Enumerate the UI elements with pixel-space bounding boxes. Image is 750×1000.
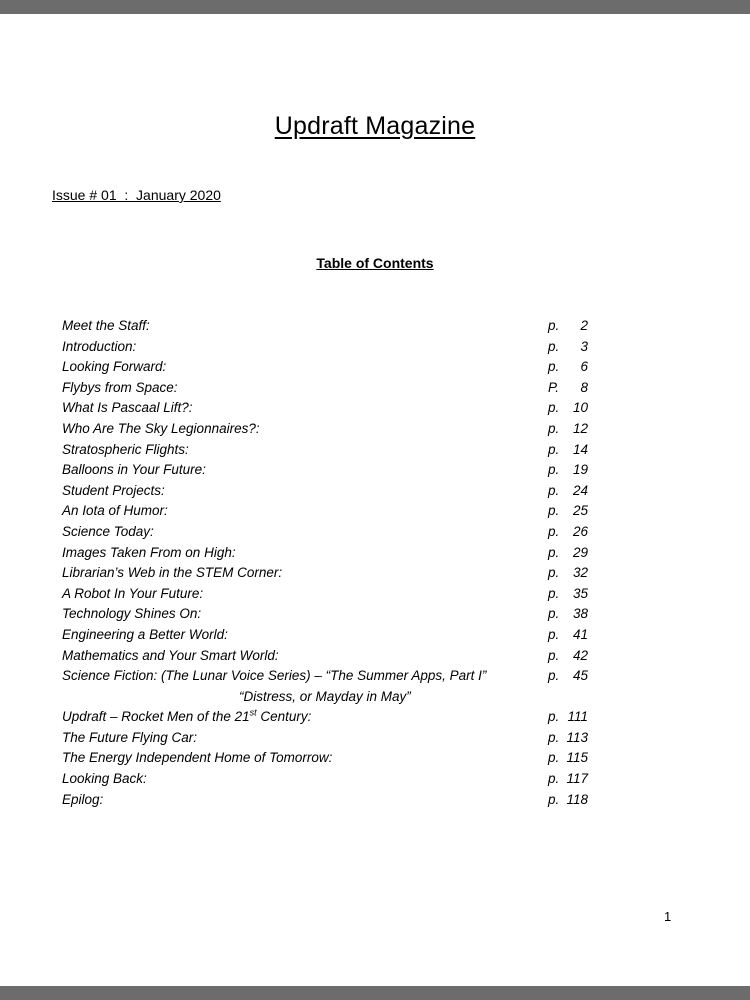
toc-entry-title: Who Are The Sky Legionnaires?: bbox=[62, 420, 260, 436]
toc-entry-page-number: 8 bbox=[580, 379, 588, 395]
toc-entry-title: Flybys from Space: bbox=[62, 379, 178, 395]
toc-row bbox=[62, 378, 602, 399]
toc-entry-page-number: 26 bbox=[572, 523, 588, 539]
toc-entry-title: Looking Back: bbox=[62, 771, 147, 787]
toc-row bbox=[62, 398, 602, 419]
toc-entry-page-number: 19 bbox=[572, 462, 588, 478]
toc-entry-page-prefix: p. bbox=[548, 482, 560, 498]
toc-entry-page-prefix: p. bbox=[548, 771, 560, 787]
toc-row bbox=[62, 748, 602, 769]
page-number: 1 bbox=[664, 909, 672, 924]
toc-entry-page-prefix: p. bbox=[548, 544, 560, 560]
toc-entry-page-number: 117 bbox=[566, 771, 588, 787]
issue-line: Issue # 01 : January 2020 bbox=[52, 187, 221, 203]
toc-entry-page-prefix: p. bbox=[548, 400, 560, 416]
toc-entry-page-prefix: p. bbox=[548, 462, 560, 478]
toc-entry-page-number: 41 bbox=[572, 626, 588, 642]
toc-entry-title: What Is Pascaal Lift?: bbox=[62, 400, 193, 416]
toc-entry-page-prefix: p. bbox=[548, 791, 560, 807]
toc-row bbox=[62, 790, 602, 811]
toc-entry-title: A Robot In Your Future: bbox=[62, 585, 204, 601]
toc-entry-title: Student Projects: bbox=[62, 482, 165, 498]
toc-entry-page-number: 45 bbox=[572, 668, 588, 684]
toc-entry-title: Balloons in Your Future: bbox=[62, 462, 206, 478]
toc-entry-page-number: 12 bbox=[572, 420, 588, 436]
toc-entry-page-prefix: p. bbox=[548, 523, 560, 539]
toc-entry-page-number: 38 bbox=[572, 606, 588, 622]
toc-entry-title: Mathematics and Your Smart World: bbox=[62, 647, 279, 663]
toc-row bbox=[62, 522, 602, 543]
toc-entry-page-prefix: P. bbox=[548, 379, 560, 395]
toc-row bbox=[62, 625, 602, 646]
toc-row bbox=[62, 460, 602, 481]
toc-row bbox=[62, 337, 602, 358]
toc-entry-title: Science Today: bbox=[62, 523, 154, 539]
toc-group-main bbox=[62, 316, 602, 687]
toc-row bbox=[62, 769, 602, 790]
toc-entry-page-prefix: p. bbox=[548, 647, 560, 663]
toc-entry-page-number: 24 bbox=[572, 482, 588, 498]
toc-entry-page-prefix: p. bbox=[548, 420, 560, 436]
toc-entry-title: Epilog: bbox=[62, 791, 104, 807]
toc-entry-title: Science Fiction: (The Lunar Voice Series) – “The Summer Apps, Part I” bbox=[62, 668, 487, 684]
toc-entry-page-number: 29 bbox=[572, 544, 588, 560]
toc-entry-page-prefix: p. bbox=[548, 318, 560, 333]
toc-row bbox=[62, 543, 602, 564]
toc-entry-page-number: 25 bbox=[572, 503, 588, 519]
toc-entry-title: Engineering a Better World: bbox=[62, 626, 228, 642]
toc-row bbox=[62, 646, 602, 667]
toc-row bbox=[62, 604, 602, 625]
toc-row bbox=[62, 584, 602, 605]
toc-row bbox=[62, 481, 602, 502]
toc-entry-page-prefix: p. bbox=[548, 750, 560, 766]
toc-entry-title: Looking Forward: bbox=[62, 359, 167, 375]
toc-entry-title: Stratospheric Flights: bbox=[62, 441, 189, 457]
toc-row bbox=[62, 357, 602, 378]
toc-entry-page-number: 6 bbox=[580, 359, 588, 375]
toc-entry-page-number: 115 bbox=[566, 750, 588, 766]
toc-entry-title: An Iota of Humor: bbox=[62, 503, 168, 519]
document-title: Updraft Magazine bbox=[274, 112, 476, 140]
toc-entry-title: Images Taken From on High: bbox=[62, 544, 236, 560]
toc-entry-page-prefix: p. bbox=[548, 585, 560, 601]
toc-entry-page-number: 113 bbox=[566, 729, 588, 745]
toc-entry-title-superscript: st bbox=[249, 707, 257, 718]
toc-heading: Table of Contents bbox=[316, 255, 434, 271]
toc-entry-page-number: 32 bbox=[572, 565, 588, 581]
toc-subline-text: “Distress, or Mayday in May” bbox=[239, 688, 411, 704]
toc-entry-title: Librarian’s Web in the STEM Corner: bbox=[62, 565, 283, 581]
toc-entry-page-number: 3 bbox=[580, 338, 588, 354]
viewer-top-bar bbox=[0, 0, 750, 14]
toc-entry-title: The Energy Independent Home of Tomorrow: bbox=[62, 750, 333, 766]
toc-entry-page-number: 14 bbox=[572, 441, 588, 457]
toc-row bbox=[62, 501, 602, 522]
toc-entry-title bbox=[62, 707, 311, 728]
toc-entry-page-prefix: p. bbox=[548, 441, 560, 457]
toc-entry-title: Introduction: bbox=[62, 338, 137, 354]
toc-entry-page-number: 2 bbox=[580, 318, 588, 333]
toc-entry-title: Technology Shines On: bbox=[62, 606, 202, 622]
toc-entry-title: Meet the Staff: bbox=[62, 318, 150, 333]
toc-entry-page-prefix: p. bbox=[548, 565, 560, 581]
toc-entry-page-prefix: p. bbox=[548, 503, 560, 519]
toc-entry-page-prefix: p. bbox=[548, 709, 560, 725]
toc-row bbox=[62, 316, 602, 337]
toc-entry-page-prefix: p. bbox=[548, 606, 560, 622]
toc-entry-page-number: 42 bbox=[572, 647, 588, 663]
toc-entry-page-prefix: p. bbox=[548, 338, 560, 354]
toc-row bbox=[62, 563, 602, 584]
toc-entry-page-prefix: p. bbox=[548, 359, 560, 375]
toc-row bbox=[62, 728, 602, 749]
toc-entry-page-number: 111 bbox=[567, 709, 588, 725]
toc-entry-title-part: Updraft – Rocket Men of the 21 bbox=[62, 709, 250, 725]
toc-entry-page-prefix: p. bbox=[548, 668, 560, 684]
table-of-contents bbox=[62, 316, 602, 810]
toc-entry-page-number: 35 bbox=[572, 585, 588, 601]
toc-entry-page-prefix: p. bbox=[548, 729, 560, 745]
toc-entry-title: The Future Flying Car: bbox=[62, 729, 198, 745]
toc-group-end bbox=[62, 728, 602, 810]
toc-entry-page-number: 10 bbox=[572, 400, 588, 416]
toc-row bbox=[62, 707, 602, 728]
toc-row bbox=[62, 440, 602, 461]
toc-row bbox=[62, 666, 602, 687]
viewer-bottom-bar bbox=[0, 986, 750, 1000]
toc-row bbox=[62, 419, 602, 440]
toc-entry-page-number: 118 bbox=[566, 791, 588, 807]
toc-subline bbox=[62, 687, 602, 708]
toc-entry-title-part: Century: bbox=[256, 709, 312, 725]
toc-entry-page-prefix: p. bbox=[548, 626, 560, 642]
